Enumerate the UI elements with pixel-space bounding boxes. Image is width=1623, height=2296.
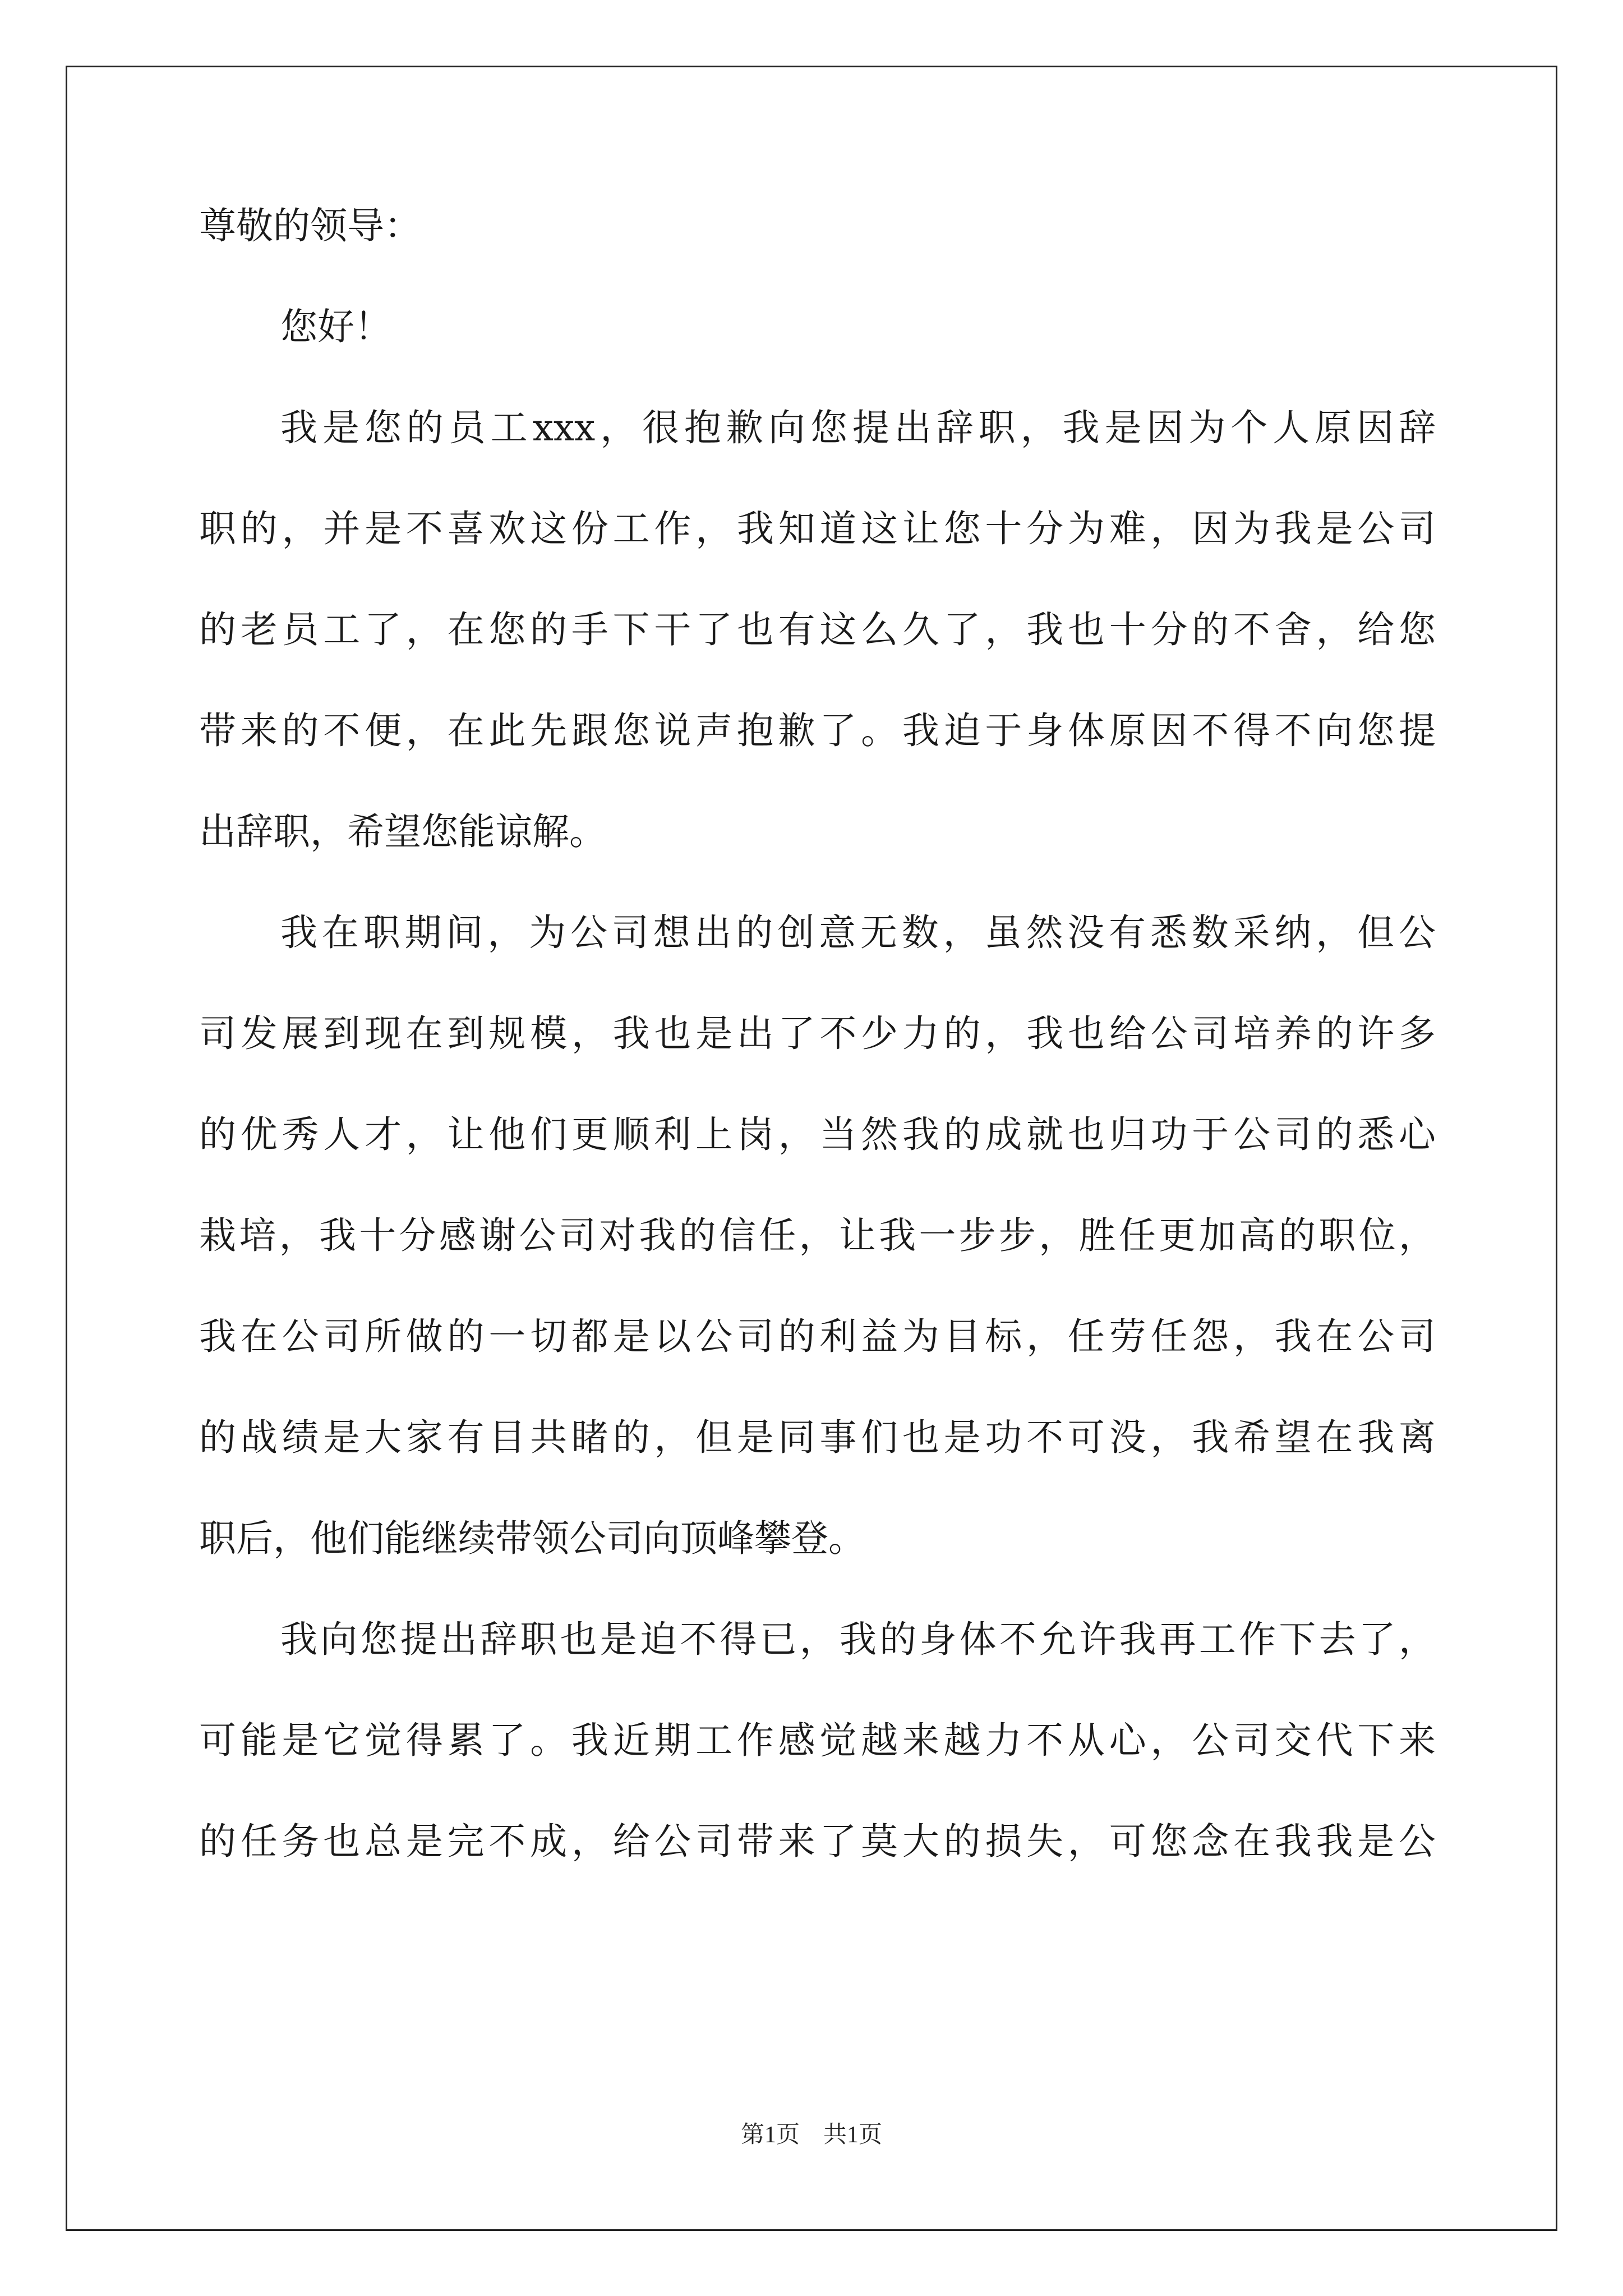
paragraph-line: 的战绩是大家有目共睹的，但是同事们也是功不可没，我希望在我离 [199,1416,1436,1459]
paragraph-line: 我向您提出辞职也是迫不得已，我的身体不允许我再工作下去了， [280,1618,1436,1661]
paragraph-line: 出辞职，希望您能谅解。 [199,810,606,853]
page-number: 第1页 [740,2122,800,2148]
page-total: 共1页 [823,2122,883,2148]
letter-body [199,204,1436,1924]
paragraph-line: 可能是它觉得累了。我近期工作感觉越来越力不从心，公司交代下来 [199,1719,1436,1762]
paragraph-line: 我在公司所做的一切都是以公司的利益为目标，任劳任怨，我在公司 [199,1315,1436,1358]
paragraph-line: 我在职期间，为公司想出的创意无数，虽然没有悉数采纳，但公 [280,911,1436,954]
paragraph-line: 的优秀人才，让他们更顺利上岗，当然我的成就也归功于公司的悉心 [199,1113,1436,1156]
salutation: 尊敬的领导： [199,204,421,247]
page-footer [0,2123,1623,2147]
greeting: 您好！ [280,305,391,348]
paragraph-line: 司发展到现在到规模，我也是出了不少力的，我也给公司培养的许多 [199,1012,1436,1055]
paragraph-line: 职的，并是不喜欢这份工作，我知道这让您十分为难，因为我是公司 [199,507,1436,550]
paragraph-line: 栽培，我十分感谢公司对我的信任，让我一步步，胜任更加高的职位， [199,1214,1436,1257]
paragraph-line: 我是您的员工xxx，很抱歉向您提出辞职，我是因为个人原因辞 [280,406,1436,449]
paragraph-line: 的任务也总是完不成，给公司带来了莫大的损失，可您念在我我是公 [199,1820,1436,1863]
paragraph-line: 职后，他们能继续带领公司向顶峰攀登。 [199,1517,865,1560]
paragraph-line: 的老员工了，在您的手下干了也有这么久了，我也十分的不舍，给您 [199,608,1436,651]
paragraph-line: 带来的不便，在此先跟您说声抱歉了。我迫于身体原因不得不向您提 [199,709,1436,752]
